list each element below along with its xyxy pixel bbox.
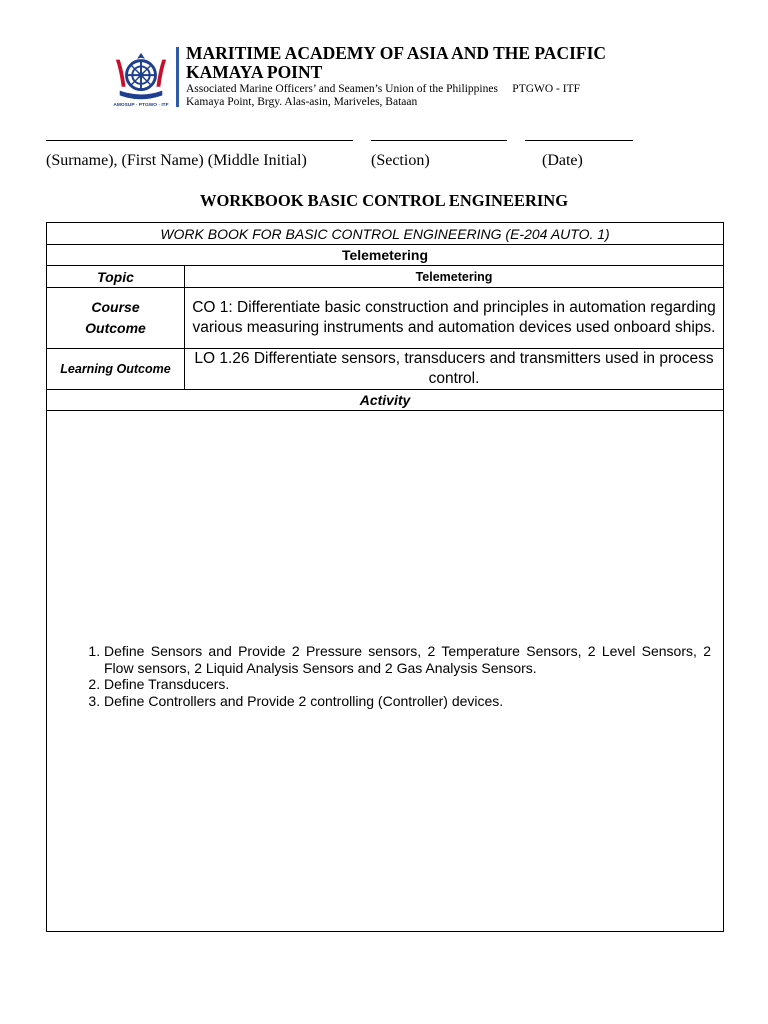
- activity-item: 3. Define Controllers and Provide 2 controlling (Controller) devices.: [104, 693, 711, 710]
- course-outcome-label-line2: Outcome: [85, 320, 146, 336]
- school-name: MARITIME ACADEMY OF ASIA AND THE PACIFIC: [186, 43, 607, 63]
- topic-label: Topic: [47, 266, 185, 288]
- activity-item: 2. Define Transducers.: [104, 676, 711, 693]
- name-field-label: (Surname), (First Name) (Middle Initial): [46, 152, 307, 169]
- name-input-line[interactable]: [46, 140, 353, 141]
- activity-header: Activity: [47, 390, 724, 411]
- section-title-cell: Telemetering: [47, 245, 724, 266]
- date-field-label: (Date): [542, 152, 583, 169]
- workbook-title-cell: WORK BOOK FOR BASIC CONTROL ENGINEERING (E-204 AUTO. 1): [47, 223, 724, 245]
- topic-value: Telemetering: [185, 266, 724, 288]
- header-block: [186, 44, 606, 109]
- activity-list: [51, 643, 711, 709]
- header-divider: [176, 47, 179, 107]
- affiliation-text: Associated Marine Officers’ and Seamen’s Union of the Philippines PTGWO - ITF: [186, 83, 581, 95]
- activity-item: 1. Define Sensors and Provide 2 Pressure sensors, 2 Temperature Sensors, 2 Level Sensors, 2 Flow sensors, 2 Liquid Analysis Sensors and 2 Gas Analysis Sensors.: [104, 643, 711, 676]
- course-outcome-label: [47, 288, 185, 349]
- course-outcome-value: CO 1: Differentiate basic construction and principles in automation regarding various measuring instruments and automation devices used onboard ships.: [185, 288, 724, 349]
- logo-lettering: AMOSUP · PTGWO · ITF: [113, 103, 169, 108]
- learning-outcome-value: LO 1.26 Differentiate sensors, transducers and transmitters used in process control.: [185, 349, 724, 390]
- workbook-table: [46, 222, 724, 932]
- section-input-line[interactable]: [371, 140, 507, 141]
- document-title: WORKBOOK BASIC CONTROL ENGINEERING: [199, 191, 569, 210]
- course-outcome-label-line1: Course: [91, 299, 140, 315]
- date-input-line[interactable]: [525, 140, 633, 141]
- activity-body: [47, 411, 724, 932]
- section-field-label: (Section): [371, 152, 430, 169]
- academy-logo-icon: [112, 50, 170, 108]
- campus-name: KAMAYA POINT: [186, 62, 323, 82]
- address-text: Kamaya Point, Brgy. Alas-asin, Mariveles, Bataan: [186, 96, 418, 108]
- learning-outcome-label: Learning Outcome: [47, 349, 185, 390]
